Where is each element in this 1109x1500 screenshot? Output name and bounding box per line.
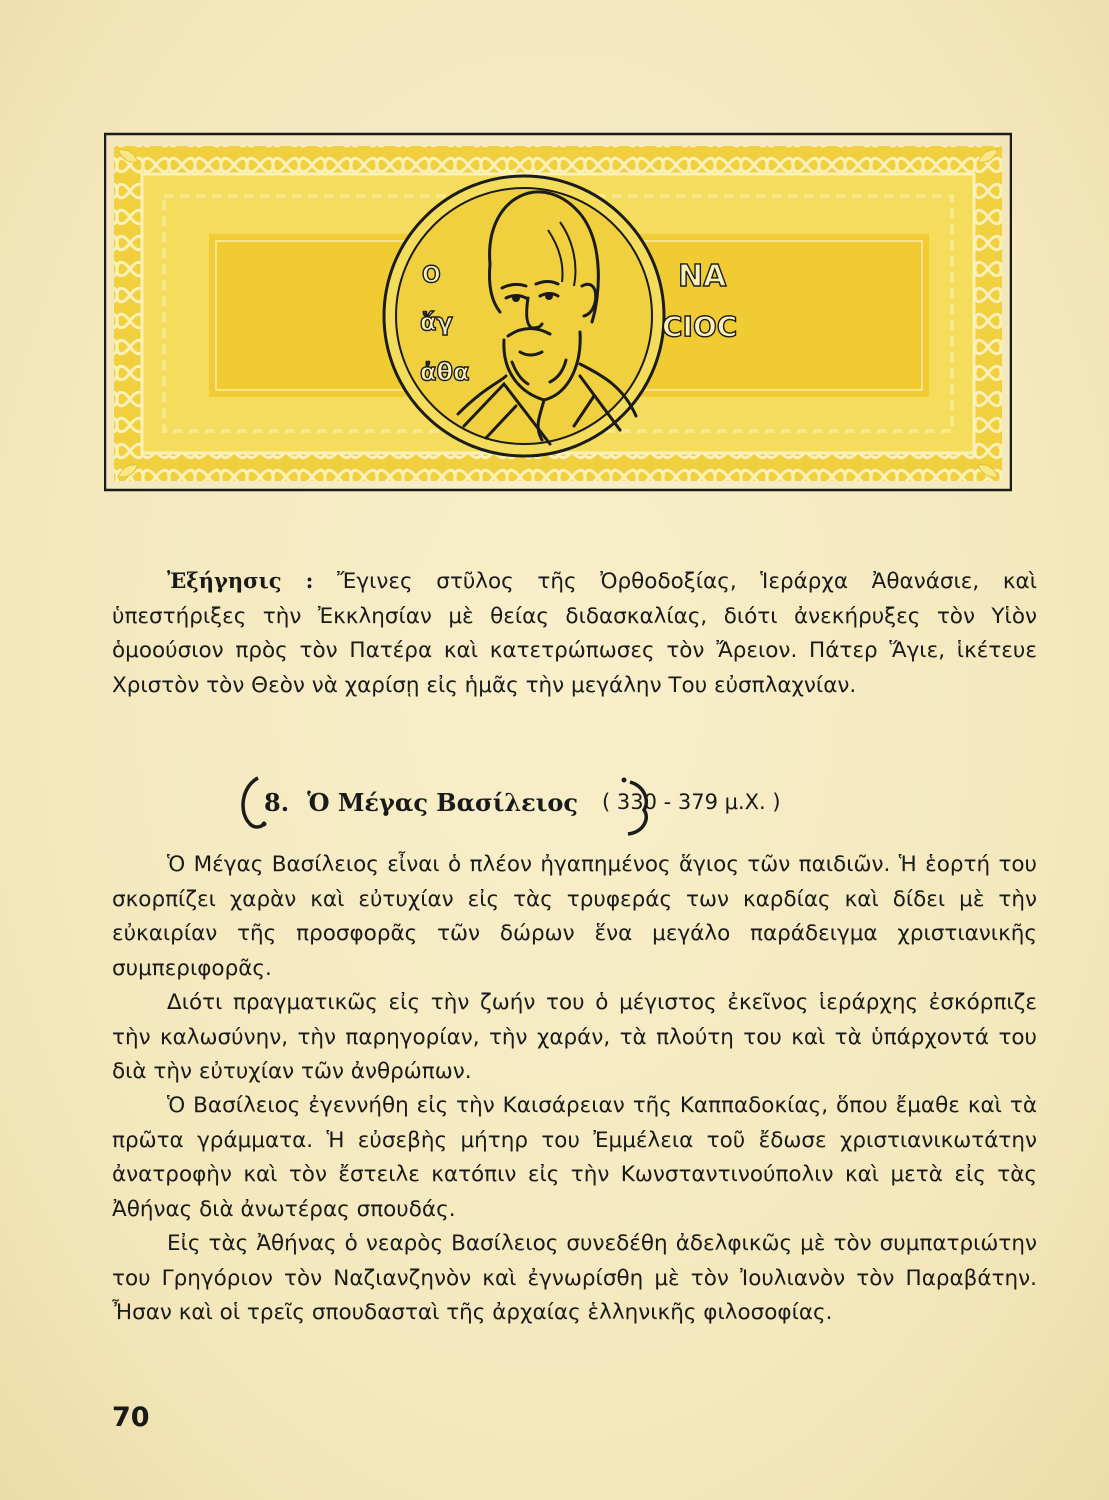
inscription-right-1: ΝΑ — [678, 259, 727, 294]
explanation-paragraph — [112, 564, 1037, 703]
inscription-left-1: Ο — [422, 263, 441, 288]
section-heading — [240, 772, 940, 832]
inscription-left-2: ἅγ — [420, 308, 453, 336]
explanation-label: Ἐξήγησις : — [167, 568, 314, 593]
paragraph-1: Ὁ Μέγας Βασίλειος εἶναι ὁ πλέον ἠγαπημένος ἅγιος τῶν παιδιῶν. Ἡ ἑορτή του σκορπίζει χαρὰν καὶ εὐτυχίαν εἰς τὰς τρυφεράς των καρδίας καὶ δίδει μὲ τὴν εὐκαιρίαν τῆς προσφορᾶς τῶν δώρων ἕνα μεγάλο παράδειγμα χριστιανικῆς συμπεριφορᾶς. — [112, 852, 1037, 981]
page-number: 70 — [112, 1402, 150, 1433]
explanation-text: Ἔγινες στῦλος τῆς Ὀρθοδοξίας, Ἱεράρχα Ἀθανάσιε, καὶ ὑπεστήριξες τὴν Ἐκκλησίαν μὲ θείας διδασκαλίας, διότι ἀνεκήρυξες τὸν Υἱὸν ὁμοούσιον πρὸς τὸν Πατέρα καὶ κατετρώπωσες τὸν Ἄρειον. Πάτερ Ἅγιε, ἱκέτευε Χριστὸν τὸν Θεὸν νὰ χαρίσῃ εἰς ἡμᾶς τὴν μεγάλην Του εὐσπλαχνίαν. — [112, 569, 1037, 698]
inscription-right-2: CIOC — [662, 310, 738, 343]
header-banner — [104, 126, 1012, 494]
section-number: 8. — [264, 787, 290, 817]
inscription-left-3: ἀθα — [420, 358, 470, 386]
ornamental-frame — [104, 126, 1012, 494]
paragraph-2: Διότι πραγματικῶς εἰς τὴν ζωήν του ὁ μέγιστος ἐκεῖνος ἱεράρχης ἐσκόρπιζε τὴν καλωσύνην, τὴν παρηγορίαν, τὴν χαράν, τὰ πλούτη του καὶ τὰ ὑπάρχοντά του διὰ τὴν εὐτυχίαν τῶν ἀνθρώπων. — [112, 990, 1037, 1084]
paragraph-4: Εἰς τὰς Ἀθήνας ὁ νεαρὸς Βασίλειος συνεδέθη ἀδελφικῶς μὲ τὸν συμπατριώτην του Γρηγόριον τὸν Ναζιανζηνὸν καὶ ἐγνωρίσθη μὲ τὸν Ἰουλιανὸν τὸν Παραβάτην. Ἦσαν καὶ οἱ τρεῖς σπουδασταὶ τῆς ἀρχαίας ἑλληνικῆς φιλοσοφίας. — [112, 1231, 1037, 1325]
paragraph-3: Ὁ Βασίλειος ἐγεννήθη εἰς τὴν Καισάρειαν τῆς Καππαδοκίας, ὅπου ἔμαθε καὶ τὰ πρῶτα γράμματα. Ἡ εὐσεβὴς μήτηρ του Ἐμμέλεια τοῦ ἔδωσε χριστιανικωτάτην ἀνατροφὴν καὶ τὸν ἔστειλε κατόπιν εἰς τὴν Κωνσταντινούπολιν καὶ μετὰ εἰς τὰς Ἀθήνας διὰ ἀνωτέρας σπουδάς. — [112, 1093, 1037, 1222]
section-dates: ( 330 - 379 μ.Χ. ) — [602, 790, 781, 814]
section-title: Ὁ Μέγας Βασίλειος — [307, 787, 578, 817]
bracket-ornament-icon — [240, 772, 680, 838]
